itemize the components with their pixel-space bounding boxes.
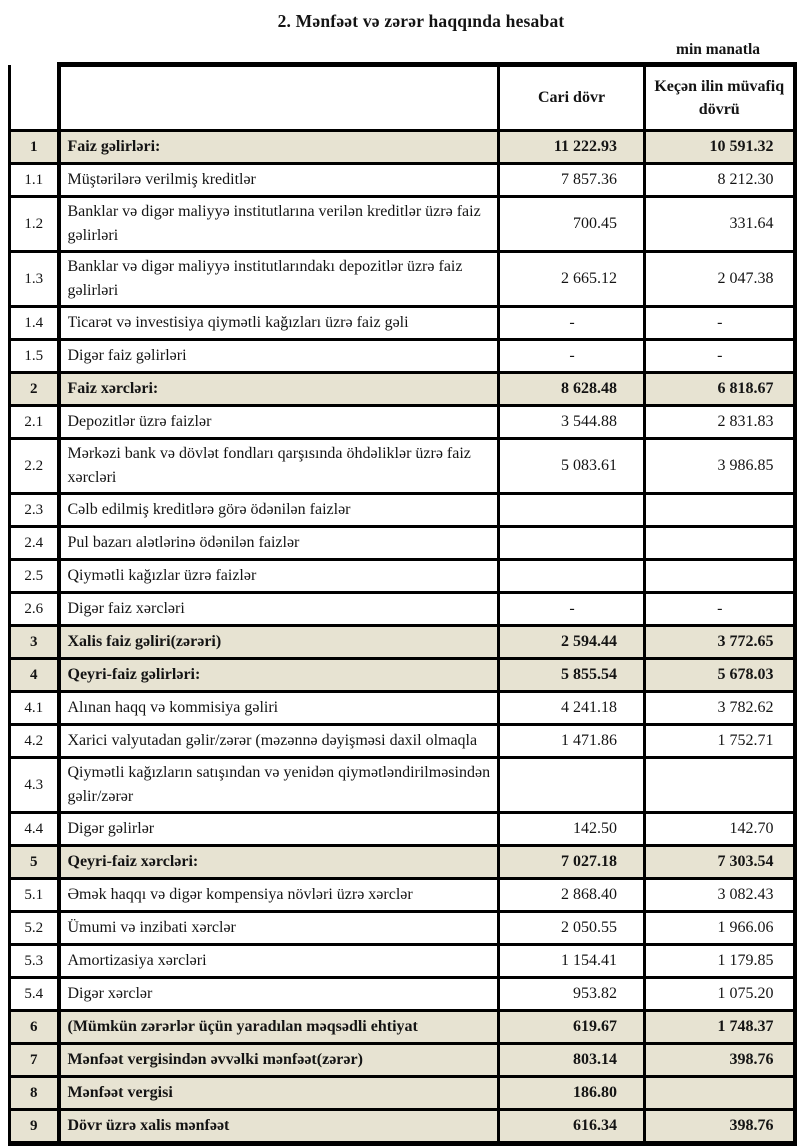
row-label-text: Müştərilərə verilmiş kreditlər [67, 171, 256, 188]
previous-value-cell: 1 179.85 [645, 945, 795, 978]
row-label-text: Mənfəət vergisindən əvvəlki mənfəət(zərər) [67, 1051, 363, 1068]
row-label-text: Alınan haqq və kommisiya gəliri [67, 699, 279, 716]
current-value-cell: 2 050.55 [499, 912, 645, 945]
row-number-cell: 3 [10, 626, 59, 659]
current-value-cell: 11 222.93 [499, 131, 645, 164]
previous-value-cell: 1 966.06 [645, 912, 795, 945]
row-number-cell: 1.1 [10, 164, 59, 197]
row-label-cell [59, 945, 499, 978]
row-label-cell [59, 879, 499, 912]
row-label-text: Qiymətli kağızlar üzrə faizlər [67, 567, 257, 584]
table-row [10, 131, 795, 164]
row-label-text: Xalis faiz gəliri(zərəri) [67, 633, 222, 650]
table-row [10, 1077, 795, 1110]
previous-value-cell: 2 831.83 [645, 406, 795, 439]
current-value-cell: 4 241.18 [499, 692, 645, 725]
row-label-text: Qiymətli kağızların satışından və yenidən qiymətləndirilməsindən gəlir/zərər [67, 764, 491, 805]
row-number-cell: 4.1 [10, 692, 59, 725]
previous-value-cell: 10 591.32 [645, 131, 795, 164]
row-label-text: Digər faiz gəlirləri [67, 347, 187, 364]
previous-value-cell: 3 986.85 [645, 439, 795, 494]
row-label-cell [59, 659, 499, 692]
row-label-text: Qeyri-faiz xərcləri: [67, 853, 199, 870]
row-number-cell: 4.2 [10, 725, 59, 758]
row-label-cell [59, 813, 499, 846]
row-label-cell [59, 626, 499, 659]
current-value-cell: 2 594.44 [499, 626, 645, 659]
row-label-cell [59, 560, 499, 593]
row-label-text: Əmək haqqı və digər kompensiya növləri üzrə xərclər [67, 886, 413, 903]
row-label-cell [59, 197, 499, 252]
row-label-cell [59, 1110, 499, 1144]
current-value-cell [499, 758, 645, 813]
row-number-cell: 2.3 [10, 494, 59, 527]
row-label-text: Ümumi və inzibati xərclər [67, 919, 236, 936]
row-label-text: (Mümkün zərərlər üçün yaradılan məqsədli ehtiyat [67, 1018, 418, 1035]
previous-value-cell: - [645, 340, 795, 373]
profit-loss-table [8, 62, 797, 1146]
current-value-cell: 2 665.12 [499, 252, 645, 307]
row-label-text: Mərkəzi bank və dövlət fondları qarşısında öhdəliklər üzrə faiz xərcləri [67, 445, 471, 486]
row-label-text: Ticarət və investisiya qiymətli kağızları üzrə faiz gəli [67, 314, 409, 331]
row-label-cell [59, 692, 499, 725]
row-label-text: Qeyri-faiz gəlirləri: [67, 666, 201, 683]
row-label-text: Banklar və digər maliyyə institutlarına verilən kreditlər üzrə faiz gəlirləri [67, 203, 481, 244]
current-value-cell: 616.34 [499, 1110, 645, 1144]
row-label-cell [59, 978, 499, 1011]
table-row [10, 439, 795, 494]
table-row [10, 1044, 795, 1077]
row-label-cell [59, 846, 499, 879]
current-value-cell: 953.82 [499, 978, 645, 1011]
previous-value-cell: 1 752.71 [645, 725, 795, 758]
previous-value-cell: 5 678.03 [645, 659, 795, 692]
current-value-cell [499, 527, 645, 560]
row-label-text: Banklar və digər maliyyə institutlarındakı depozitlər üzrə faiz gəlirləri [67, 258, 463, 299]
header-row [10, 65, 795, 131]
row-label-text: Faiz xərcləri: [67, 380, 159, 397]
previous-value-cell: - [645, 307, 795, 340]
table-row [10, 725, 795, 758]
current-value-cell: 7 027.18 [499, 846, 645, 879]
row-label-cell [59, 593, 499, 626]
row-number-cell: 1.5 [10, 340, 59, 373]
previous-value-cell: 1 075.20 [645, 978, 795, 1011]
row-label-cell [59, 373, 499, 406]
row-label-cell [59, 1077, 499, 1110]
row-number-cell: 7 [10, 1044, 59, 1077]
row-label-cell [59, 1044, 499, 1077]
row-number-cell: 4.4 [10, 813, 59, 846]
table-row [10, 373, 795, 406]
previous-value-cell: 6 818.67 [645, 373, 795, 406]
col-header-current: Cari dövr [499, 65, 645, 131]
current-value-cell: 1 471.86 [499, 725, 645, 758]
row-label-text: Xarici valyutadan gəlir/zərər (məzənnə dəyişməsi daxil olmaqla [67, 732, 478, 749]
table-row [10, 1011, 795, 1044]
row-label-cell [59, 758, 499, 813]
row-label-text: Digər gəlirlər [67, 820, 155, 837]
table-row [10, 978, 795, 1011]
row-number-cell: 2 [10, 373, 59, 406]
row-label-cell [59, 406, 499, 439]
current-value-cell: 700.45 [499, 197, 645, 252]
table-row [10, 494, 795, 527]
previous-value-cell: 398.76 [645, 1044, 795, 1077]
document-page [0, 11, 800, 1146]
table-row [10, 164, 795, 197]
row-label-cell [59, 1011, 499, 1044]
row-number-cell: 8 [10, 1077, 59, 1110]
table-body [10, 131, 795, 1144]
row-number-cell: 4 [10, 659, 59, 692]
col-header-previous: Keçən ilin müvafiq dövrü [645, 65, 795, 131]
current-value-cell: 142.50 [499, 813, 645, 846]
table-row [10, 813, 795, 846]
table-row [10, 406, 795, 439]
row-number-cell: 1.2 [10, 197, 59, 252]
row-number-cell: 2.6 [10, 593, 59, 626]
previous-value-cell: 3 772.65 [645, 626, 795, 659]
row-label-text: Cəlb edilmiş kreditlərə görə ödənilən faizlər [67, 501, 351, 518]
row-label-text: Digər xərclər [67, 985, 153, 1002]
row-number-cell: 2.4 [10, 527, 59, 560]
table-row [10, 252, 795, 307]
previous-value-cell [645, 527, 795, 560]
row-label-text: Mənfəət vergisi [67, 1084, 173, 1101]
table-row [10, 1110, 795, 1144]
previous-value-cell [645, 1077, 795, 1110]
table-row [10, 879, 795, 912]
indicator-header-cell [59, 65, 499, 131]
table-row [10, 626, 795, 659]
previous-value-cell: 1 748.37 [645, 1011, 795, 1044]
row-number-cell: 9 [10, 1110, 59, 1144]
corner-cell [10, 65, 59, 131]
table-row [10, 692, 795, 725]
row-label-text: Amortizasiya xərcləri [67, 952, 207, 969]
report-title: 2. Mənfəət və zərər haqqında hesabat [277, 11, 565, 31]
table-row [10, 659, 795, 692]
current-value-cell: 619.67 [499, 1011, 645, 1044]
table-row [10, 758, 795, 813]
row-label-text: Depozitlər üzrə faizlər [67, 413, 212, 430]
row-label-cell [59, 527, 499, 560]
previous-value-cell: 8 212.30 [645, 164, 795, 197]
table-row [10, 197, 795, 252]
current-value-cell: 2 868.40 [499, 879, 645, 912]
row-label-cell [59, 340, 499, 373]
row-number-cell: 5.4 [10, 978, 59, 1011]
row-label-text: Faiz gəlirləri: [67, 138, 161, 155]
row-number-cell: 5 [10, 846, 59, 879]
row-number-cell: 1.4 [10, 307, 59, 340]
table-row [10, 912, 795, 945]
row-number-cell: 2.5 [10, 560, 59, 593]
current-value-cell [499, 560, 645, 593]
table-row [10, 846, 795, 879]
table-row [10, 945, 795, 978]
row-number-cell: 2.2 [10, 439, 59, 494]
row-label-text: Pul bazarı alətlərinə ödənilən faizlər [67, 534, 300, 551]
previous-value-cell [645, 560, 795, 593]
table-row [10, 340, 795, 373]
current-value-cell: - [499, 593, 645, 626]
row-label-text: Digər faiz xərcləri [67, 600, 185, 617]
row-label-cell [59, 252, 499, 307]
row-label-cell [59, 164, 499, 197]
previous-value-cell: 3 082.43 [645, 879, 795, 912]
current-value-cell: 186.80 [499, 1077, 645, 1110]
current-value-cell: - [499, 340, 645, 373]
row-label-cell [59, 494, 499, 527]
row-label-cell [59, 912, 499, 945]
current-value-cell: 803.14 [499, 1044, 645, 1077]
previous-value-cell: 7 303.54 [645, 846, 795, 879]
table-row [10, 593, 795, 626]
row-label-cell [59, 439, 499, 494]
previous-value-cell: 142.70 [645, 813, 795, 846]
row-number-cell: 5.2 [10, 912, 59, 945]
current-value-cell: 8 628.48 [499, 373, 645, 406]
current-value-cell: 5 083.61 [499, 439, 645, 494]
previous-value-cell: - [645, 593, 795, 626]
previous-value-cell: 3 782.62 [645, 692, 795, 725]
row-number-cell: 1 [10, 131, 59, 164]
unit-note: min manatla [676, 41, 760, 58]
table-row [10, 527, 795, 560]
table-row [10, 307, 795, 340]
current-value-cell: 7 857.36 [499, 164, 645, 197]
row-number-cell: 4.3 [10, 758, 59, 813]
previous-value-cell: 2 047.38 [645, 252, 795, 307]
current-value-cell: - [499, 307, 645, 340]
previous-value-cell: 331.64 [645, 197, 795, 252]
row-label-cell [59, 307, 499, 340]
row-label-cell [59, 725, 499, 758]
row-label-text: Dövr üzrə xalis mənfəət [67, 1117, 230, 1134]
current-value-cell: 3 544.88 [499, 406, 645, 439]
current-value-cell [499, 494, 645, 527]
row-number-cell: 5.1 [10, 879, 59, 912]
table-row [10, 560, 795, 593]
row-number-cell: 6 [10, 1011, 59, 1044]
previous-value-cell [645, 494, 795, 527]
previous-value-cell: 398.76 [645, 1110, 795, 1144]
previous-value-cell [645, 758, 795, 813]
current-value-cell: 1 154.41 [499, 945, 645, 978]
current-value-cell: 5 855.54 [499, 659, 645, 692]
row-label-cell [59, 131, 499, 164]
row-number-cell: 1.3 [10, 252, 59, 307]
row-number-cell: 2.1 [10, 406, 59, 439]
row-number-cell: 5.3 [10, 945, 59, 978]
